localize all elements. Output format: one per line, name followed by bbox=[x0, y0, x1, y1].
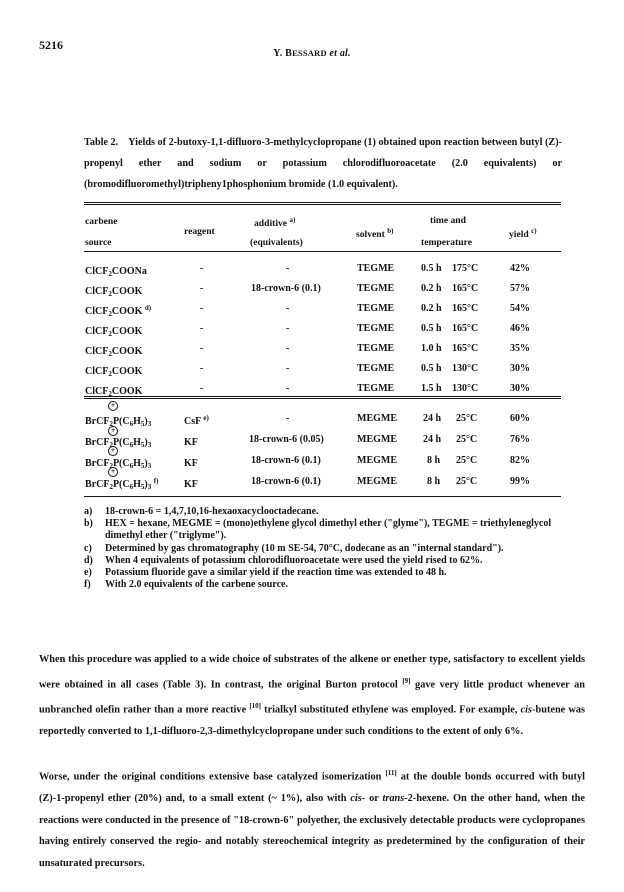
footnote-key: e) bbox=[84, 567, 92, 579]
header-carbene: carbene bbox=[85, 216, 118, 227]
header-additive-note: a) bbox=[289, 216, 296, 224]
src-sub: 2 bbox=[108, 310, 112, 318]
row-1-time: 0.2 h bbox=[421, 283, 442, 294]
src-text: BrCF bbox=[85, 416, 110, 427]
src-note: f) bbox=[153, 477, 159, 485]
running-head-surname: ESSARD bbox=[292, 48, 327, 58]
row-4-solvent: TEGME bbox=[357, 343, 395, 354]
citation: [11] bbox=[385, 769, 397, 777]
src-sub: 2 bbox=[109, 420, 113, 428]
row-7-source bbox=[85, 412, 151, 431]
row-0-yield: 42% bbox=[510, 263, 530, 274]
src-text: COONa bbox=[111, 266, 147, 277]
row-2-reagent: - bbox=[200, 303, 204, 314]
row-9-additive: 18-crown-6 (0.1) bbox=[251, 455, 321, 466]
reagent-text: CsF bbox=[184, 416, 201, 427]
row-1-temp: 165°C bbox=[452, 283, 479, 294]
table-group-rule bbox=[84, 396, 561, 397]
paragraph-text: gave very little product whenever an unbranched olefin rather than a more reactive bbox=[39, 679, 585, 716]
src-text: ClCF bbox=[85, 306, 109, 317]
row-2-temp: 165°C bbox=[452, 303, 479, 314]
src-text: ClCF bbox=[85, 346, 109, 357]
src-text: COOK bbox=[111, 346, 143, 357]
table-group-rule-2 bbox=[84, 398, 561, 399]
row-10-yield: 99% bbox=[510, 476, 530, 487]
footnote-key: f) bbox=[84, 579, 91, 591]
src-text: ClCF bbox=[85, 366, 109, 377]
footnote bbox=[84, 567, 562, 579]
footnote-key: a) bbox=[84, 506, 93, 517]
header-source: source bbox=[85, 237, 112, 248]
row-0-solvent: TEGME bbox=[357, 263, 395, 274]
src-text: P(C bbox=[112, 437, 130, 448]
row-2-source bbox=[85, 302, 151, 321]
italic-term: cis bbox=[520, 704, 533, 716]
reagent-text: KF bbox=[184, 458, 198, 469]
src-sub: 3 bbox=[147, 483, 152, 491]
footnote-text: HEX = hexane, MEGME = (mono)ethylene glycol dimethyl ether ("glyme"), TEGME = triethyleneglycol dimethyl ether ("triglyme"). bbox=[105, 518, 552, 542]
row-7-reagent bbox=[184, 412, 209, 428]
header-solvent-text: solvent bbox=[356, 229, 385, 240]
header-solvent bbox=[356, 225, 393, 241]
src-text: BrCF bbox=[85, 479, 110, 490]
row-4-additive: - bbox=[286, 343, 290, 354]
phosphonium-charge-mark: + bbox=[108, 446, 118, 456]
row-10-additive: 18-crown-6 (0.1) bbox=[251, 476, 321, 487]
row-0-additive: - bbox=[286, 263, 290, 274]
src-text: ClCF bbox=[85, 386, 109, 397]
row-6-source bbox=[85, 382, 142, 401]
row-0-temp: 175°C bbox=[452, 263, 479, 274]
row-3-temp: 165°C bbox=[452, 323, 479, 334]
row-2-solvent: TEGME bbox=[357, 303, 395, 314]
row-2-yield: 54% bbox=[510, 303, 530, 314]
footnote-key: c) bbox=[84, 542, 92, 554]
row-6-reagent: - bbox=[200, 383, 204, 394]
reagent-text: KF bbox=[184, 437, 198, 448]
row-1-yield: 57% bbox=[510, 283, 530, 294]
italic-term: cis- bbox=[350, 793, 366, 805]
row-8-solvent: MEGME bbox=[357, 434, 397, 445]
row-9-solvent: MEGME bbox=[357, 455, 397, 466]
running-head bbox=[0, 48, 624, 59]
row-8-yield: 76% bbox=[510, 434, 530, 445]
phosphonium-charge-mark: + bbox=[108, 401, 118, 411]
src-text: COOK bbox=[111, 366, 143, 377]
header-reagent: reagent bbox=[184, 226, 215, 237]
src-text: ) bbox=[144, 437, 148, 448]
header-time: time and bbox=[430, 215, 466, 226]
row-8-additive: 18-crown-6 (0.05) bbox=[249, 434, 324, 445]
row-8-reagent bbox=[184, 433, 198, 449]
paragraph-text: When this procedure was applied to a wide choice of substrates of the alkene or enether type, satisfactory to excellent yields were obtained in all cases (Table 3). In contrast, the original Burton protocol bbox=[39, 654, 585, 691]
row-3-reagent: - bbox=[200, 323, 204, 334]
src-sub: 6 bbox=[129, 420, 134, 428]
row-1-solvent: TEGME bbox=[357, 283, 395, 294]
body-paragraph-1 bbox=[39, 649, 585, 742]
row-4-time: 1.0 h bbox=[421, 343, 442, 354]
src-text: P(C bbox=[112, 458, 130, 469]
page-number: 5216 bbox=[39, 38, 63, 52]
table-top-rule bbox=[84, 202, 561, 203]
src-sub: 2 bbox=[108, 290, 112, 298]
src-sub: 5 bbox=[140, 462, 145, 470]
src-sub: 6 bbox=[129, 483, 134, 491]
row-6-solvent: TEGME bbox=[357, 383, 395, 394]
src-text: COOK bbox=[111, 306, 143, 317]
src-sub: 2 bbox=[108, 390, 112, 398]
row-5-time: 0.5 h bbox=[421, 363, 442, 374]
src-sub: 3 bbox=[147, 441, 152, 449]
footnote-key: d) bbox=[84, 554, 93, 566]
src-text: COOK bbox=[111, 286, 143, 297]
row-8-time: 24 h bbox=[423, 434, 442, 445]
row-0-source bbox=[85, 262, 147, 281]
footnote-text: When 4 equivalents of potassium chlorodifluoroacetate were used the yield rised to 62%. bbox=[105, 554, 483, 566]
footnote-text: Determined by gas chromatography (10 m SE-54, 70°C, dodecane as an "internal standard"). bbox=[105, 542, 504, 554]
row-6-temp: 130°C bbox=[452, 383, 479, 394]
row-10-temp: 25°C bbox=[456, 476, 478, 487]
row-8-temp: 25°C bbox=[456, 434, 478, 445]
row-4-source bbox=[85, 342, 142, 361]
header-equivalents: (equivalents) bbox=[250, 237, 303, 248]
row-5-additive: - bbox=[286, 363, 290, 374]
table-header-rule bbox=[84, 251, 561, 252]
italic-term: trans bbox=[382, 793, 405, 805]
src-sub: 5 bbox=[140, 420, 145, 428]
paragraph-text: -2-hexene. On the other hand, when the reactions were conducted in the presence of "18-crown-6" polyether, the exclusively detectable products were cyclopropanes having entirely conserved the regio- and notably stereochemical integrity as predetermined by the configuration of their unsaturated precursors. bbox=[39, 793, 585, 869]
table-label: Table 2. bbox=[84, 137, 119, 148]
row-9-source bbox=[85, 454, 151, 473]
row-10-source bbox=[85, 475, 158, 494]
src-text: ClCF bbox=[85, 266, 109, 277]
row-4-temp: 165°C bbox=[452, 343, 479, 354]
src-text: COOK bbox=[111, 386, 143, 397]
src-text: ) bbox=[144, 416, 148, 427]
src-text: ) bbox=[144, 458, 148, 469]
src-text: P(C bbox=[112, 416, 130, 427]
phosphonium-charge-mark: + bbox=[108, 467, 118, 477]
src-text: H bbox=[133, 458, 141, 469]
table-footnotes bbox=[84, 506, 562, 591]
footnote-text: Potassium fluoride gave a similar yield if the reaction time was extended to 48 h. bbox=[105, 567, 447, 579]
row-7-solvent: MEGME bbox=[357, 413, 397, 424]
src-text: H bbox=[133, 479, 141, 490]
table-top-rule-2 bbox=[84, 204, 561, 205]
row-4-yield: 35% bbox=[510, 343, 530, 354]
row-0-reagent: - bbox=[200, 263, 204, 274]
header-yield-note: c) bbox=[531, 227, 537, 235]
row-9-reagent bbox=[184, 454, 198, 470]
footnote bbox=[84, 518, 562, 542]
row-10-reagent bbox=[184, 475, 198, 491]
row-2-additive: - bbox=[286, 303, 290, 314]
footnote-text: 18-crown-6 = 1,4,7,10,16-hexaoxacyclooctadecane. bbox=[105, 506, 319, 517]
running-head-etal: et al. bbox=[329, 48, 351, 59]
row-1-reagent: - bbox=[200, 283, 204, 294]
paragraph-text: at the double bonds occurred with butyl (Z)-1-propenyl ether (20%) and, to a small extent (~ 1%), also with bbox=[39, 771, 585, 805]
row-7-additive: - bbox=[286, 413, 290, 424]
citation: [10] bbox=[249, 701, 261, 710]
src-text: ClCF bbox=[85, 286, 109, 297]
footnote bbox=[84, 543, 562, 555]
src-text: BrCF bbox=[85, 458, 110, 469]
src-sub: 3 bbox=[147, 420, 152, 428]
citation: [9] bbox=[402, 676, 411, 685]
row-5-yield: 30% bbox=[510, 363, 530, 374]
src-sub: 2 bbox=[109, 462, 113, 470]
src-text: P(C bbox=[112, 479, 130, 490]
row-9-temp: 25°C bbox=[456, 455, 478, 466]
body-paragraph-2 bbox=[39, 763, 585, 874]
row-5-reagent: - bbox=[200, 363, 204, 374]
src-sub: 6 bbox=[129, 462, 134, 470]
running-head-initial: Y. B bbox=[273, 48, 293, 59]
paragraph-text: or bbox=[365, 793, 383, 805]
src-text: ClCF bbox=[85, 326, 109, 337]
row-7-temp: 25°C bbox=[456, 413, 478, 424]
paragraph-text: Worse, under the original conditions extensive base catalyzed isomerization bbox=[39, 771, 386, 783]
src-text: H bbox=[133, 437, 141, 448]
paragraph-text: -butene was reportedly converted to 1,1-difluoro-2,3-dimethylcyclopropane under such conditions to the extent of only 6%. bbox=[39, 704, 585, 737]
src-sub: 2 bbox=[109, 483, 113, 491]
src-sub: 2 bbox=[108, 270, 112, 278]
reagent-text: KF bbox=[184, 479, 198, 490]
footnote bbox=[84, 579, 562, 591]
row-1-additive: 18-crown-6 (0.1) bbox=[251, 283, 321, 294]
src-text: ) bbox=[144, 479, 148, 490]
header-yield-text: yield bbox=[509, 229, 529, 240]
row-1-source bbox=[85, 282, 142, 301]
header-temperature: temperature bbox=[421, 237, 472, 248]
row-8-source bbox=[85, 433, 151, 452]
header-yield bbox=[509, 225, 537, 241]
src-text: H bbox=[133, 416, 141, 427]
footnote bbox=[84, 506, 562, 518]
row-3-yield: 46% bbox=[510, 323, 530, 334]
row-6-yield: 30% bbox=[510, 383, 530, 394]
src-sub: 2 bbox=[108, 370, 112, 378]
row-6-additive: - bbox=[286, 383, 290, 394]
row-5-solvent: TEGME bbox=[357, 363, 395, 374]
src-sub: 5 bbox=[140, 441, 145, 449]
row-3-source bbox=[85, 322, 142, 341]
src-note: d) bbox=[144, 304, 152, 312]
src-sub: 3 bbox=[147, 462, 152, 470]
src-sub: 2 bbox=[109, 441, 113, 449]
header-additive bbox=[254, 214, 295, 230]
row-7-time: 24 h bbox=[423, 413, 442, 424]
table-bottom-rule bbox=[84, 496, 561, 497]
row-3-additive: - bbox=[286, 323, 290, 334]
row-7-yield: 60% bbox=[510, 413, 530, 424]
row-9-yield: 82% bbox=[510, 455, 530, 466]
src-sub: 2 bbox=[108, 350, 112, 358]
src-text: BrCF bbox=[85, 437, 110, 448]
src-text: COOK bbox=[111, 326, 143, 337]
footnote-key: b) bbox=[84, 518, 93, 530]
src-sub: 6 bbox=[129, 441, 134, 449]
row-0-time: 0.5 h bbox=[421, 263, 442, 274]
src-sub: 2 bbox=[108, 330, 112, 338]
row-5-source bbox=[85, 362, 142, 381]
row-10-time: 8 h bbox=[427, 476, 441, 487]
table-caption-text: Yields of 2-butoxy-1,1-difluoro-3-methylcyclopropane (1) obtained upon reaction between butyl (Z)-propenyl ether and sodium or potassium chlorodifluoroacetate (2.0 equivalents) or (bromodifluoromethyl)tripheny1phosphonium bromide (1.0 equivalent). bbox=[84, 137, 562, 190]
row-4-reagent: - bbox=[200, 343, 204, 354]
header-solvent-note: b) bbox=[387, 227, 394, 235]
row-6-time: 1.5 h bbox=[421, 383, 442, 394]
src-sub: 5 bbox=[140, 483, 145, 491]
row-2-time: 0.2 h bbox=[421, 303, 442, 314]
header-additive-text: additive bbox=[254, 218, 288, 229]
phosphonium-charge-mark: + bbox=[108, 426, 118, 436]
row-3-time: 0.5 h bbox=[421, 323, 442, 334]
footnote bbox=[84, 555, 562, 567]
row-5-temp: 130°C bbox=[452, 363, 479, 374]
row-9-time: 8 h bbox=[427, 455, 441, 466]
reagent-note: e) bbox=[203, 414, 209, 422]
footnote-text: With 2.0 equivalents of the carbene source. bbox=[105, 579, 288, 591]
row-3-solvent: TEGME bbox=[357, 323, 395, 334]
table-caption bbox=[84, 132, 562, 195]
row-10-solvent: MEGME bbox=[357, 476, 397, 487]
paragraph-text: trialkyl substituted ethylene was employed. For example, bbox=[260, 704, 521, 716]
